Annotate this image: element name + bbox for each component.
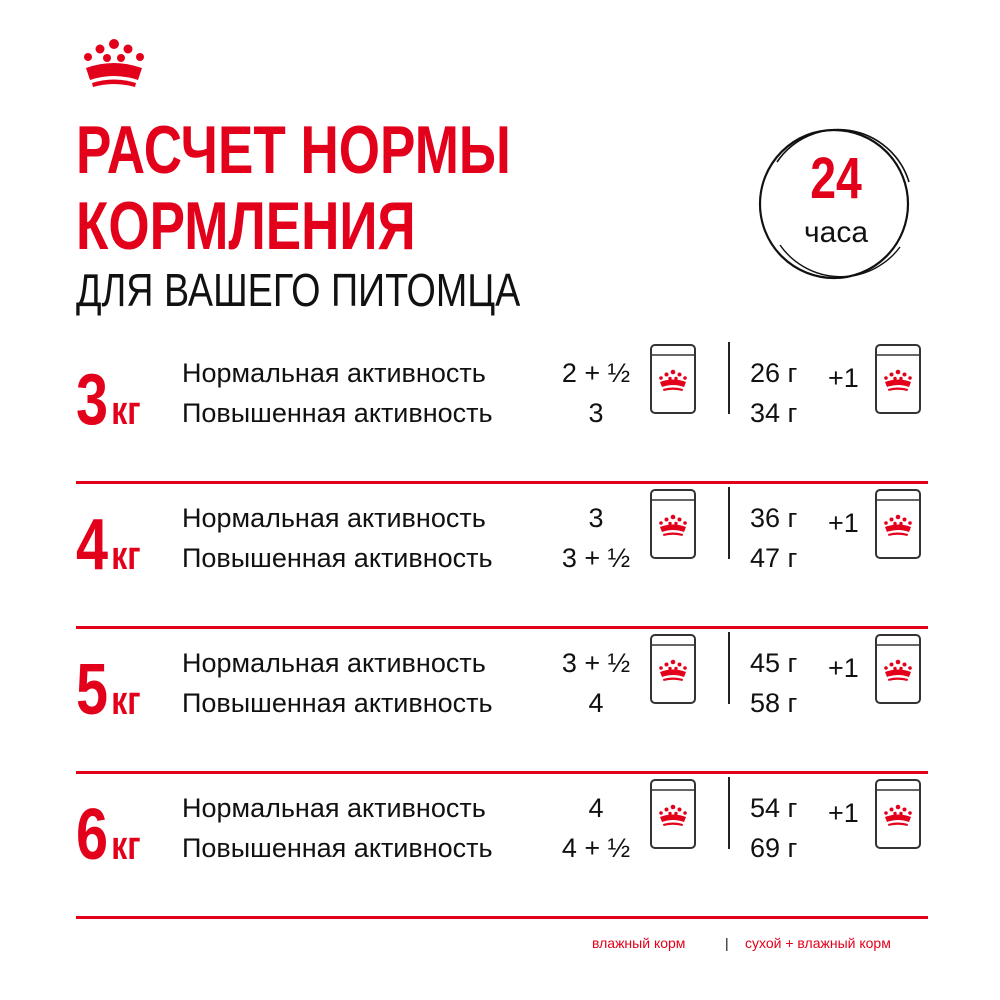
dry-high-value: 58 г [750, 688, 798, 718]
column-divider [728, 777, 730, 849]
dry-high-value: 69 г [750, 833, 798, 863]
wet-normal-value: 3 [588, 503, 604, 533]
activity-normal-label: Нормальная активность [182, 793, 486, 823]
activity-normal-label: Нормальная активность [182, 358, 486, 388]
dry-normal-value: 45 г [750, 648, 798, 678]
column-divider [728, 632, 730, 704]
pouch-icon [649, 633, 697, 705]
dry-normal-value: 26 г [750, 358, 798, 388]
feeding-row-5kg [76, 630, 928, 774]
activity-normal-label: Нормальная активность [182, 503, 486, 533]
plus-pouch-label: +1 [828, 363, 859, 393]
dry-normal-value: 54 г [750, 793, 798, 823]
pouch-icon [874, 778, 922, 850]
wet-normal-value: 4 [588, 793, 604, 823]
feeding-row-4kg [76, 485, 928, 629]
column-divider [728, 487, 730, 559]
badge-number: 24 [810, 146, 862, 211]
plus-pouch-label: +1 [828, 653, 859, 683]
dry-high-value: 34 г [750, 398, 798, 428]
weight-label: 4кг [76, 505, 141, 585]
wet-high-value: 3 [588, 398, 604, 428]
plus-pouch-label: +1 [828, 798, 859, 828]
row-divider [76, 916, 928, 919]
pouch-icon [874, 633, 922, 705]
title-line-2: КОРМЛЕНИЯ [76, 188, 416, 264]
weight-label: 5кг [76, 650, 141, 730]
wet-normal-value: 2 + ½ [561, 358, 631, 388]
pouch-icon [874, 343, 922, 415]
pouch-icon [649, 778, 697, 850]
activity-high-label: Повышенная активность [182, 398, 493, 428]
activity-high-label: Повышенная активность [182, 543, 493, 573]
feeding-row-6kg [76, 775, 928, 919]
dry-normal-value: 36 г [750, 503, 798, 533]
row-divider [76, 771, 928, 774]
page-title [76, 112, 511, 264]
wet-normal-value: 3 + ½ [561, 648, 631, 678]
row-divider [76, 481, 928, 484]
column-divider [728, 342, 730, 414]
pouch-icon [874, 488, 922, 560]
dry-high-value: 47 г [750, 543, 798, 573]
legend-wet-label: влажный корм [592, 935, 686, 951]
row-divider [76, 626, 928, 629]
page-subtitle: ДЛЯ ВАШЕГО ПИТОМЦА [76, 264, 521, 316]
legend-combo-label: сухой + влажный корм [745, 935, 891, 951]
pouch-icon [649, 488, 697, 560]
badge-unit: часа [804, 216, 868, 249]
wet-high-value: 4 + ½ [561, 833, 631, 863]
crown-icon [78, 38, 150, 90]
plus-pouch-label: +1 [828, 508, 859, 538]
wet-high-value: 3 + ½ [561, 543, 631, 573]
legend-separator: | [725, 935, 729, 951]
weight-label: 6кг [76, 795, 141, 875]
feeding-row-3kg [76, 340, 928, 484]
weight-label: 3кг [76, 360, 141, 440]
wet-high-value: 4 [588, 688, 604, 718]
activity-high-label: Повышенная активность [182, 688, 493, 718]
activity-high-label: Повышенная активность [182, 833, 493, 863]
pouch-icon [649, 343, 697, 415]
activity-normal-label: Нормальная активность [182, 648, 486, 678]
title-line-1: РАСЧЕТ НОРМЫ [76, 112, 511, 188]
